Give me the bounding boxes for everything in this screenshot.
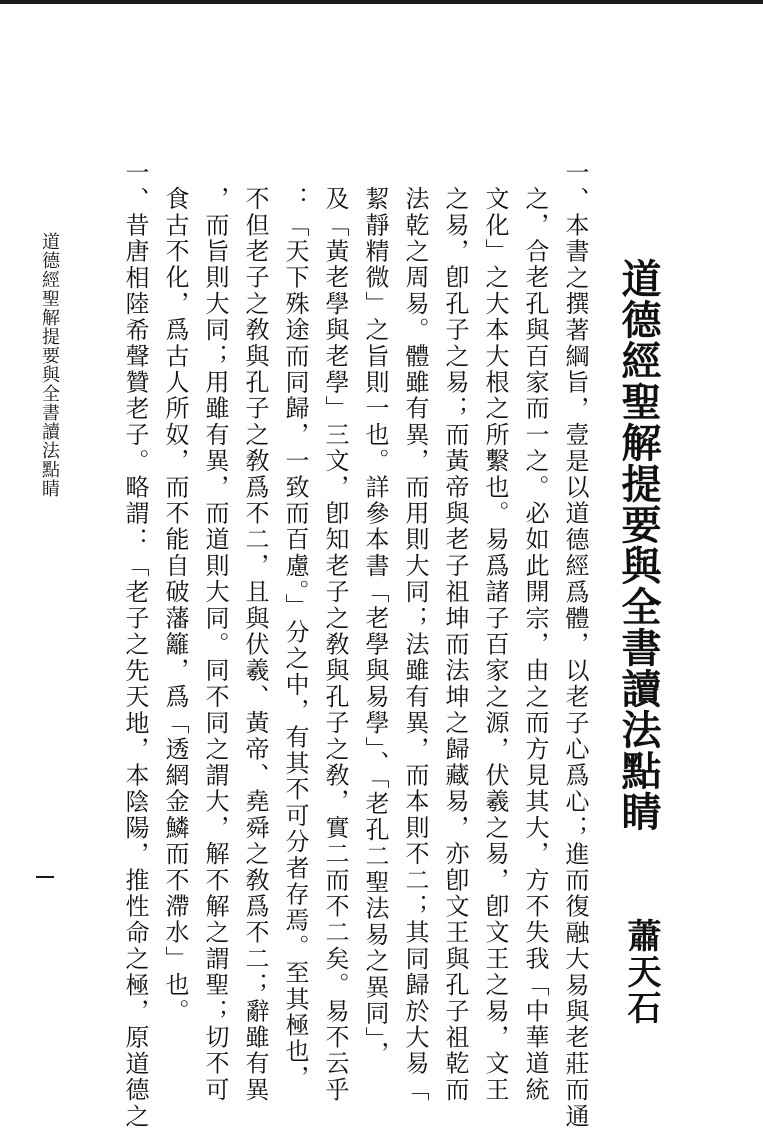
page-title: 道德經聖解提要與全書讀法點睛 bbox=[615, 258, 662, 832]
top-border-rule bbox=[0, 0, 763, 4]
body-column-3: 文化」之大本大根之所繫也。易爲諸子百家之源，伏羲之易，卽文王之易，文王 bbox=[481, 186, 509, 1103]
body-column-10: ，而旨則大同；用雖有異，而道則大同。同不同之謂大，解不解之謂聖；切不可 bbox=[201, 186, 229, 1103]
body-column-6: 絜靜精微」之旨則一也。詳參本書「老學與易學」、「老孔二聖法易之異同」， bbox=[361, 186, 389, 1067]
body-column-4: 之易，卽孔子之易；而黃帝與老子祖坤而法坤之歸藏易，亦卽文王與孔子祖乾而 bbox=[441, 186, 469, 1103]
body-column-12: 一、昔唐相陸希聲贊老子。略謂：「老子之先天地，本陰陽，推性命之極，原道德之 bbox=[121, 160, 149, 1129]
body-column-11: 食古不化，爲古人所奴，而不能自破藩籬，爲「透網金鱗而不滯水」也。 bbox=[161, 186, 189, 1025]
page-number bbox=[36, 876, 54, 878]
body-column-5: 法乾之周易。體雖有異，而用則大同；法雖有異，而本則不二；其同歸於大易「 bbox=[401, 186, 429, 1103]
body-column-9: 不但老子之敎與孔子之敎爲不二，且與伏羲、黃帝、堯舜之敎爲不二；辭雖有異 bbox=[241, 186, 269, 1103]
body-column-1: 一、本書之撰著綱旨，壹是以道德經爲體，以老子心爲心；進而復融大易與老莊而通 bbox=[561, 160, 589, 1129]
author-name: 蕭天石 bbox=[621, 918, 661, 1026]
body-column-7: 及「黃老學與老學」三文，卽知老子之敎與孔子之敎，實二而不二矣。易不云乎 bbox=[321, 186, 349, 1103]
body-column-8: ：「天下殊途而同歸，一致而百慮。」分之中，有其不可分者存焉。至其極也， bbox=[281, 186, 309, 1091]
running-head: 道德經聖解提要與全書讀法點睛 bbox=[39, 232, 60, 498]
body-column-2: 之，合老孔與百家而一之。必如此開宗，由之而方見其大，方不失我「中華道統 bbox=[521, 186, 549, 1103]
